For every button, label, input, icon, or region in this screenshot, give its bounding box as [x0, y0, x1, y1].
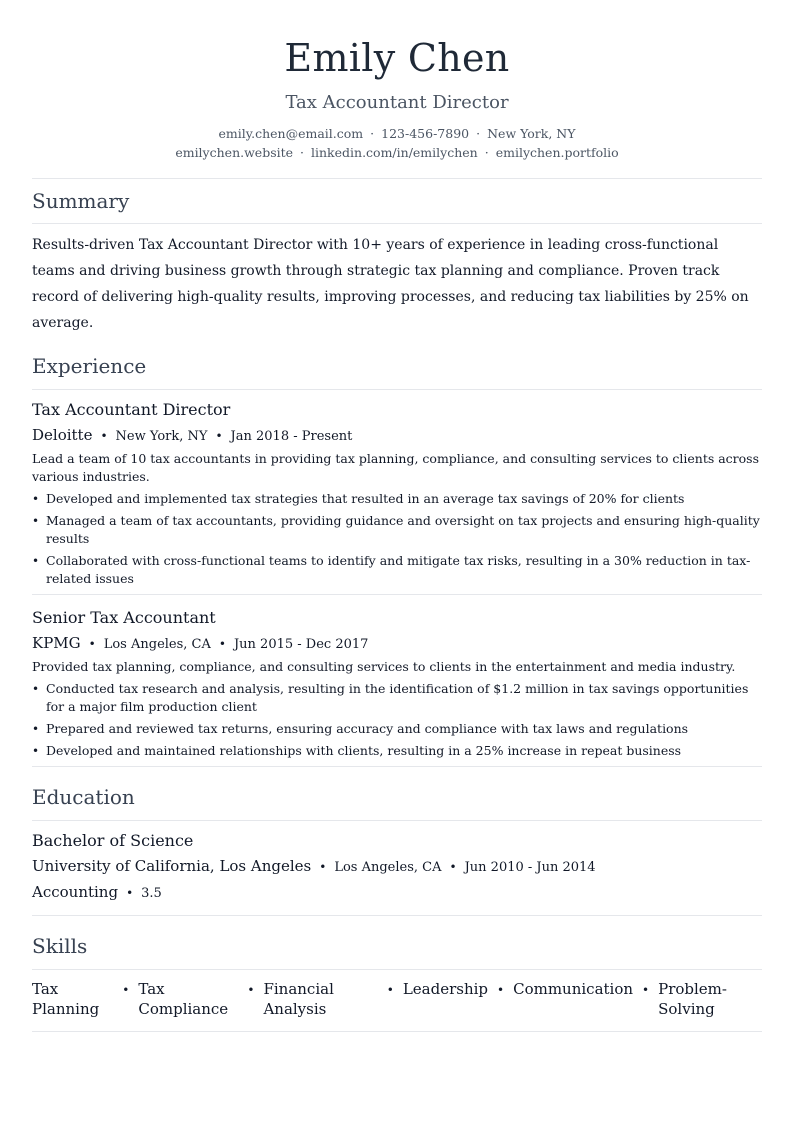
job-entry: [32, 608, 762, 760]
job-meta: [32, 426, 762, 446]
skill-item: Leadership: [402, 980, 489, 998]
divider: [32, 389, 762, 390]
company-name: Deloitte: [32, 426, 93, 444]
job-role: Tax Accountant Director: [32, 400, 231, 419]
education-dates: Jun 2010 - Jun 2014: [464, 860, 596, 875]
summary-section: [32, 189, 762, 336]
school-name: University of California, Los Angeles: [32, 857, 312, 875]
skill-item: Tax Planning: [32, 980, 100, 1018]
divider: [32, 594, 762, 595]
school-location: Los Angeles, CA: [334, 860, 442, 875]
contact-line-1: [32, 124, 762, 143]
section-heading: Experience: [32, 354, 147, 378]
job-achievements: [32, 680, 762, 760]
list-item: • Prepared and reviewed tax returns, ensuring accuracy and compliance with tax laws and regulations: [32, 720, 762, 738]
job-location: New York, NY: [115, 429, 208, 444]
list-item: • Developed and maintained relationships with clients, resulting in a 25% increase in repeat business: [32, 742, 762, 760]
summary-text: Results-driven Tax Accountant Director with 10+ years of experience in leading cross-functional teams and driving business growth through strategic tax planning and compliance. Proven track record of delivering high-quality results, improving processes, and reducing tax liabilities by 25% on average.: [32, 237, 749, 331]
divider: [32, 969, 762, 970]
bullet-separator: •: [449, 860, 457, 874]
bullet-separator: •: [386, 983, 394, 997]
section-heading: Skills: [32, 934, 88, 958]
section-heading: Education: [32, 785, 135, 809]
job-description: Provided tax planning, compliance, and consulting services to clients in the entertainment and media industry.: [32, 659, 736, 674]
list-item: • Collaborated with cross-functional teams to identify and mitigate tax risks, resulting in a 30% reduction in tax-related issues: [32, 552, 762, 588]
separator: ·: [300, 145, 305, 160]
email-link[interactable]: emily.chen@email.com: [218, 126, 364, 141]
divider: [32, 915, 762, 916]
location-text: New York, NY: [487, 126, 576, 141]
bullet-separator: •: [218, 637, 226, 651]
separator: ·: [476, 126, 481, 141]
phone-number[interactable]: 123-456-7890: [381, 126, 470, 141]
divider: [32, 223, 762, 224]
contact-line-2: [32, 143, 762, 162]
education-field: [32, 883, 762, 903]
candidate-name: Emily Chen: [284, 36, 510, 80]
divider: [32, 178, 762, 179]
skill-item: Problem-Solving: [658, 980, 727, 1018]
portfolio-link[interactable]: emilychen.portfolio: [495, 145, 619, 160]
gpa-value: 3.5: [141, 886, 162, 901]
bullet-separator: •: [88, 637, 96, 651]
job-description: Lead a team of 10 tax accountants in providing tax planning, compliance, and consulting services to clients across various industries.: [32, 451, 760, 484]
skill-item: Communication: [513, 980, 634, 998]
bullet-separator: •: [100, 429, 108, 443]
bullet-separator: •: [247, 983, 255, 997]
job-entry: [32, 400, 762, 588]
job-achievements: [32, 490, 762, 588]
bullet-separator: •: [126, 886, 134, 900]
education-meta: [32, 857, 762, 877]
company-name: KPMG: [32, 634, 81, 652]
section-heading: Summary: [32, 189, 130, 213]
website-link[interactable]: emilychen.website: [175, 145, 294, 160]
candidate-title: Tax Accountant Director: [285, 92, 509, 113]
job-role: Senior Tax Accountant: [32, 608, 216, 627]
skills-list: [32, 979, 762, 1019]
job-dates: Jan 2018 - Present: [230, 429, 353, 444]
bullet-separator: •: [122, 983, 130, 997]
separator: ·: [484, 145, 489, 160]
job-meta: [32, 634, 762, 654]
education-section: [32, 785, 762, 916]
job-location: Los Angeles, CA: [103, 637, 211, 652]
list-item: • Developed and implemented tax strategies that resulted in an average tax savings of 20% for clients: [32, 490, 762, 508]
list-item: • Conducted tax research and analysis, resulting in the identification of $1.2 million in tax savings opportunities for a major film production client: [32, 680, 762, 716]
list-item: • Managed a team of tax accountants, providing guidance and oversight on tax projects and ensuring high-quality results: [32, 512, 762, 548]
divider: [32, 766, 762, 767]
contact-info: [32, 124, 762, 162]
separator: ·: [370, 126, 375, 141]
divider: [32, 1031, 762, 1032]
bullet-separator: •: [642, 983, 650, 997]
bullet-separator: •: [319, 860, 327, 874]
skill-item: Tax Compliance: [138, 980, 229, 1018]
bullet-separator: •: [215, 429, 223, 443]
bullet-separator: •: [497, 983, 505, 997]
experience-section: [32, 354, 762, 767]
resume-header: [32, 0, 762, 162]
job-dates: Jun 2015 - Dec 2017: [233, 637, 369, 652]
degree-name: Bachelor of Science: [32, 831, 194, 850]
linkedin-link[interactable]: linkedin.com/in/emilychen: [311, 145, 478, 160]
divider: [32, 820, 762, 821]
skills-section: [32, 934, 762, 1032]
field-of-study: Accounting: [32, 883, 119, 901]
skill-item: Financial Analysis: [263, 980, 334, 1018]
